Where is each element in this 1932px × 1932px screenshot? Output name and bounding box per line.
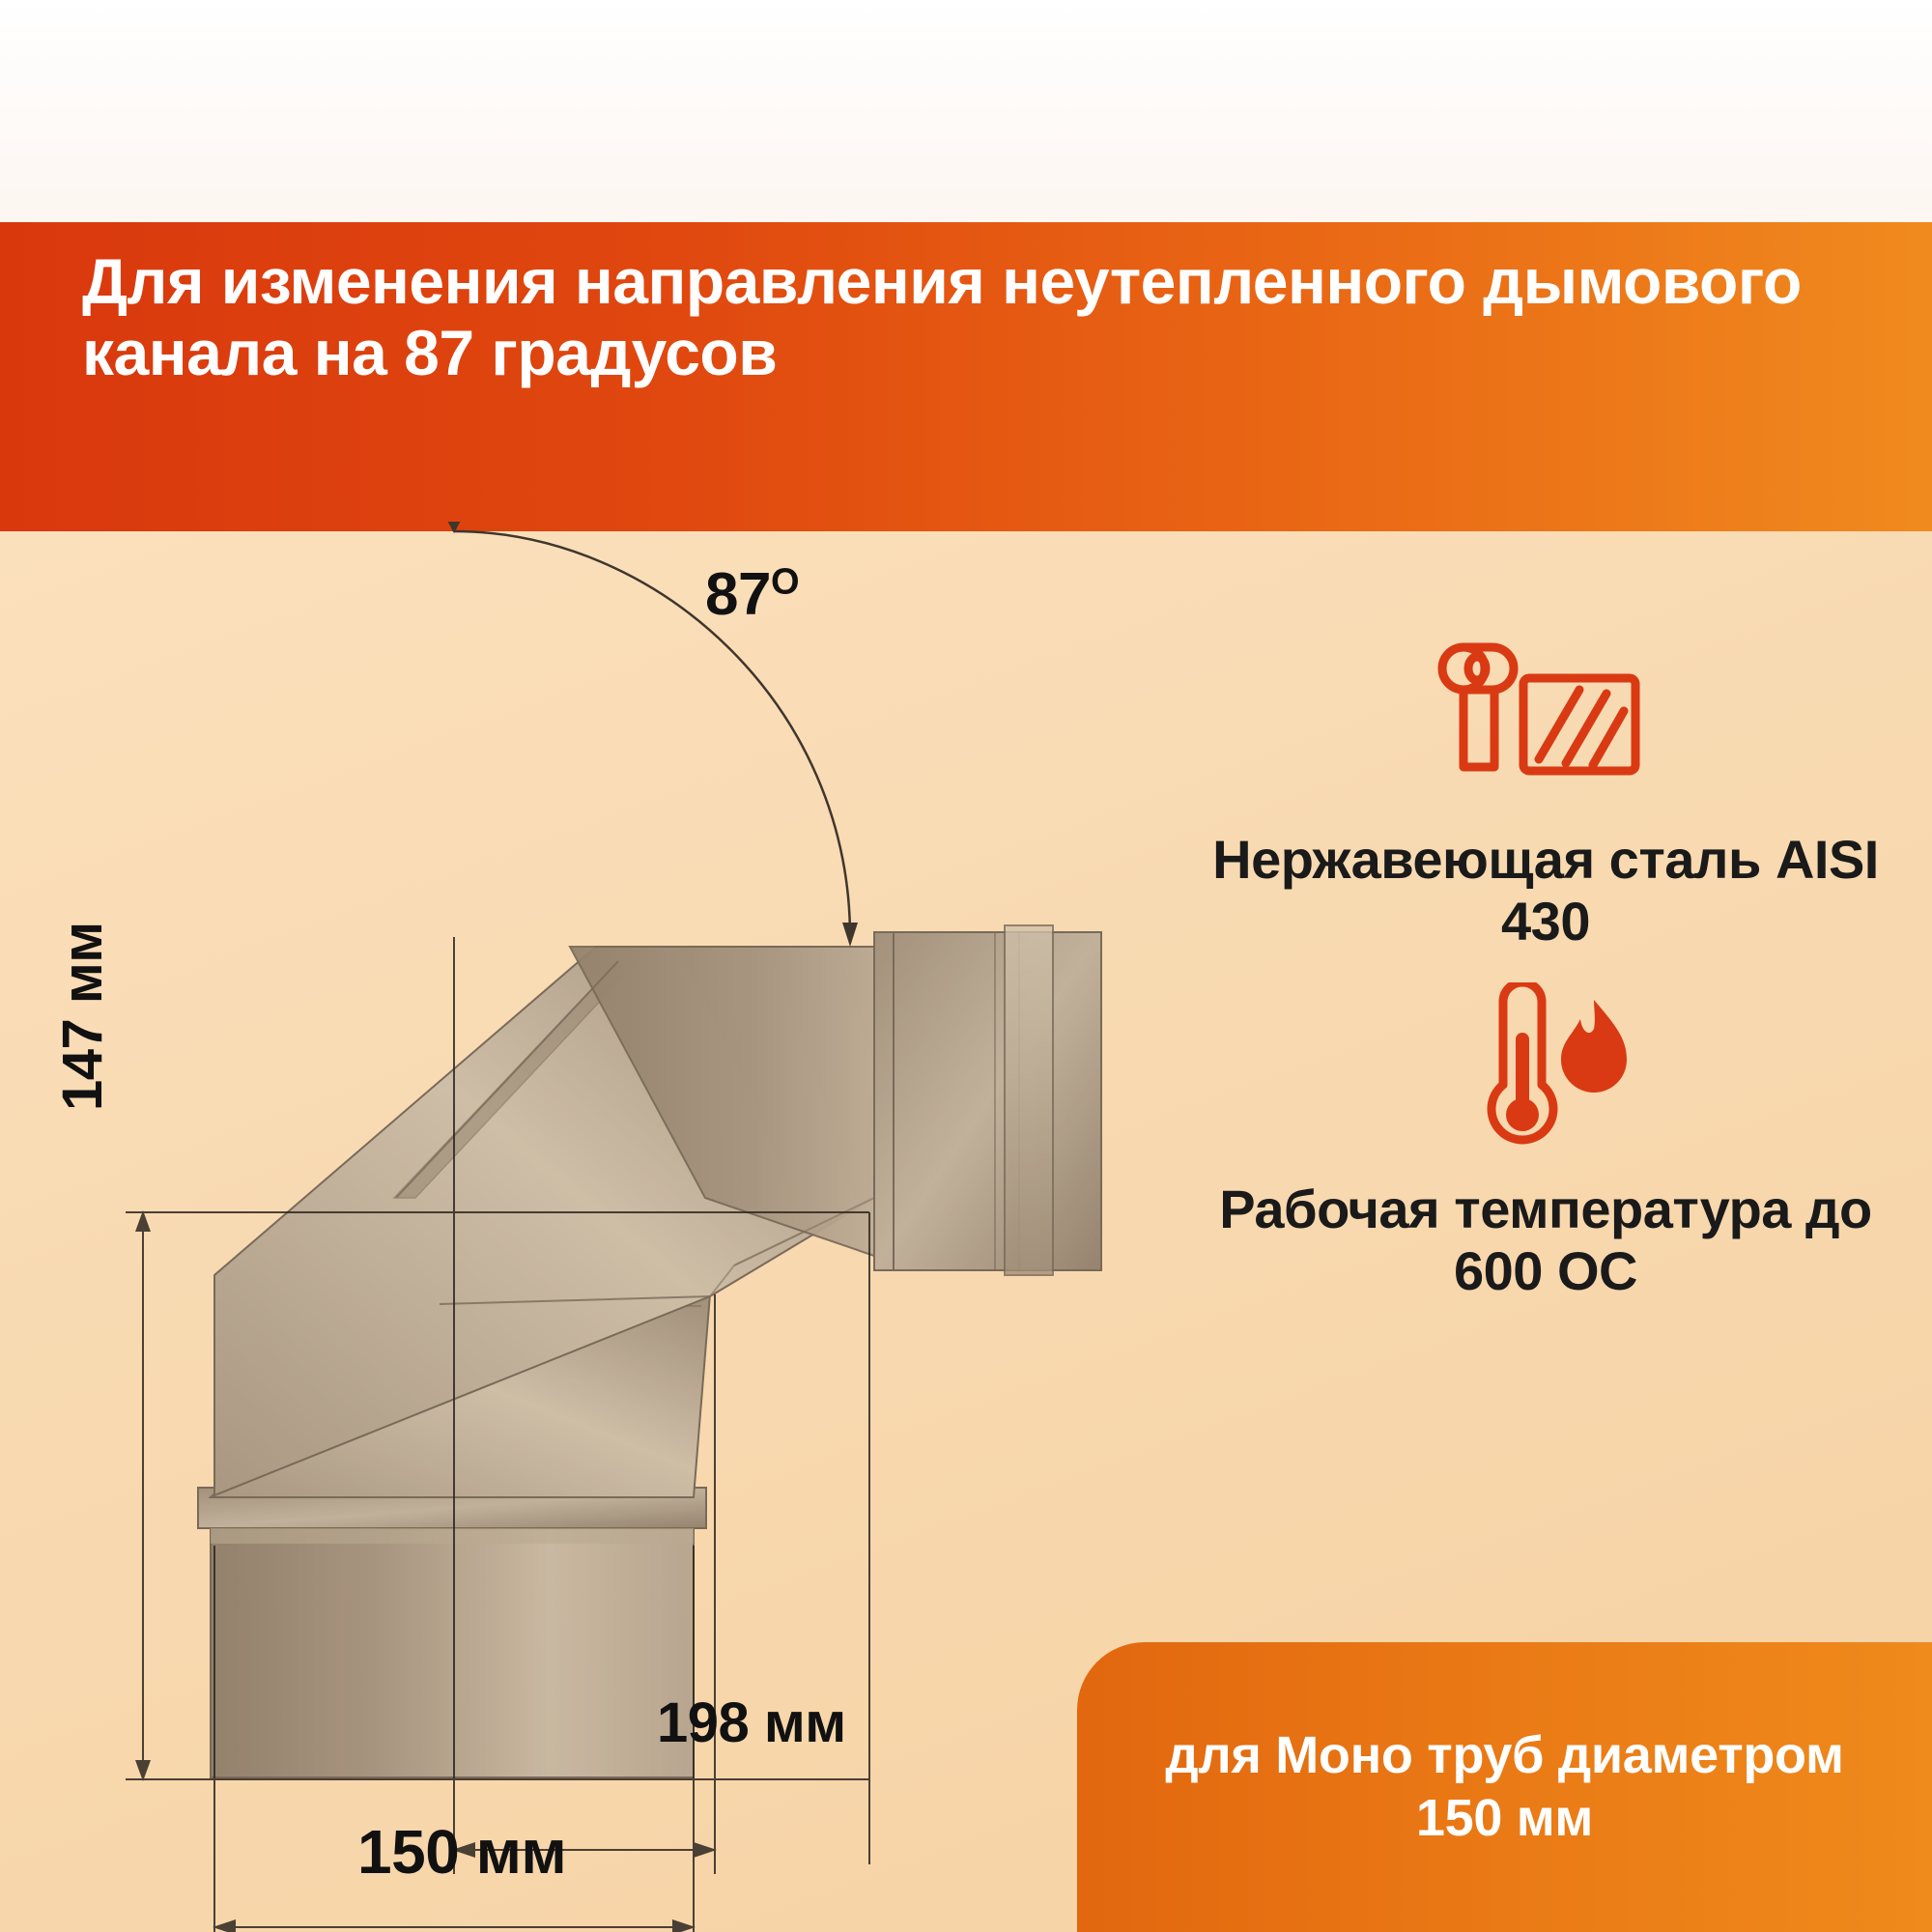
- feature-material-text: Нержавеющая сталь AISI 430: [1212, 829, 1879, 952]
- feature-list: [1188, 618, 1903, 1303]
- feature-temperature: [1188, 982, 1903, 1303]
- dimension-depth: 198 мм: [657, 1691, 846, 1754]
- compatibility-badge-text: для Моно труб диаметром 150 мм: [1165, 1726, 1844, 1847]
- dimension-height: 147 мм: [51, 922, 114, 1111]
- feature-temperature-text: Рабочая температура до 600 ОС: [1219, 1178, 1872, 1302]
- feature-material: [1188, 618, 1903, 953]
- dimension-angle: $87^O$: [705, 561, 800, 628]
- technical-drawing: [0, 522, 1208, 1932]
- top-white-strip: [0, 0, 1932, 222]
- steel-roll-icon: [1435, 618, 1657, 811]
- compatibility-badge: [1077, 1642, 1932, 1932]
- dimension-width: 150 мм: [357, 1817, 567, 1887]
- thermometer-flame-icon: [1439, 982, 1652, 1161]
- headline-text: Для изменения направления неутепленного дымового канала на 87 градусов: [82, 245, 1802, 388]
